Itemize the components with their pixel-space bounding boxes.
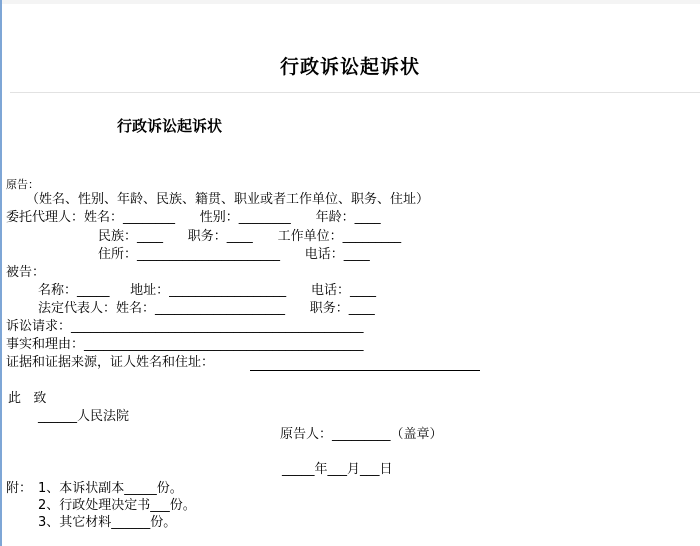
- claims-line: 诉讼请求：_____________________________________________: [6, 319, 364, 334]
- defendant-label: 被告：: [6, 265, 46, 280]
- attachment-item-3: 3、其它材料______份。: [38, 515, 177, 530]
- evidence-underline: [250, 370, 480, 371]
- defendant-line-1: 名称：_____ 地址：__________________ 电话：____: [38, 283, 376, 298]
- page-header-title: 行政诉讼起诉状: [279, 56, 420, 78]
- top-strip: [0, 0, 700, 4]
- to-label: 此 致: [8, 391, 47, 406]
- document-title: 行政诉讼起诉状: [117, 117, 223, 135]
- evidence-line: 证据和证据来源，证人姓名和住址：: [6, 355, 215, 370]
- attachment-item-1: 1、本诉状副本_____份。: [38, 481, 183, 496]
- signer-line: 原告人：_________（盖章）: [280, 427, 443, 442]
- agent-line-3: 住所：______________________ 电话：____: [98, 247, 370, 262]
- plaintiff-detail: （姓名、性别、年龄、民族、籍贯、职业或者工作单位、职务、住址）: [26, 192, 430, 207]
- defendant-line-2: 法定代表人：姓名：____________________ 职务：____: [38, 301, 375, 316]
- header-divider: [10, 92, 700, 93]
- agent-line-1: 委托代理人：姓名：________ 性别：________ 年龄：____: [6, 210, 381, 225]
- attachments-label: 附：: [6, 481, 33, 496]
- left-border: [0, 0, 2, 546]
- agent-line-2: 民族：____ 职务：____ 工作单位：_________: [98, 229, 402, 244]
- facts-line: 事实和理由：___________________________________________: [6, 337, 364, 352]
- attachment-item-2: 2、行政处理决定书___份。: [38, 498, 196, 513]
- date-line: _____年___月___日: [282, 462, 393, 477]
- plaintiff-label: 原告：: [6, 178, 39, 191]
- court-line: ______人民法院: [38, 409, 130, 424]
